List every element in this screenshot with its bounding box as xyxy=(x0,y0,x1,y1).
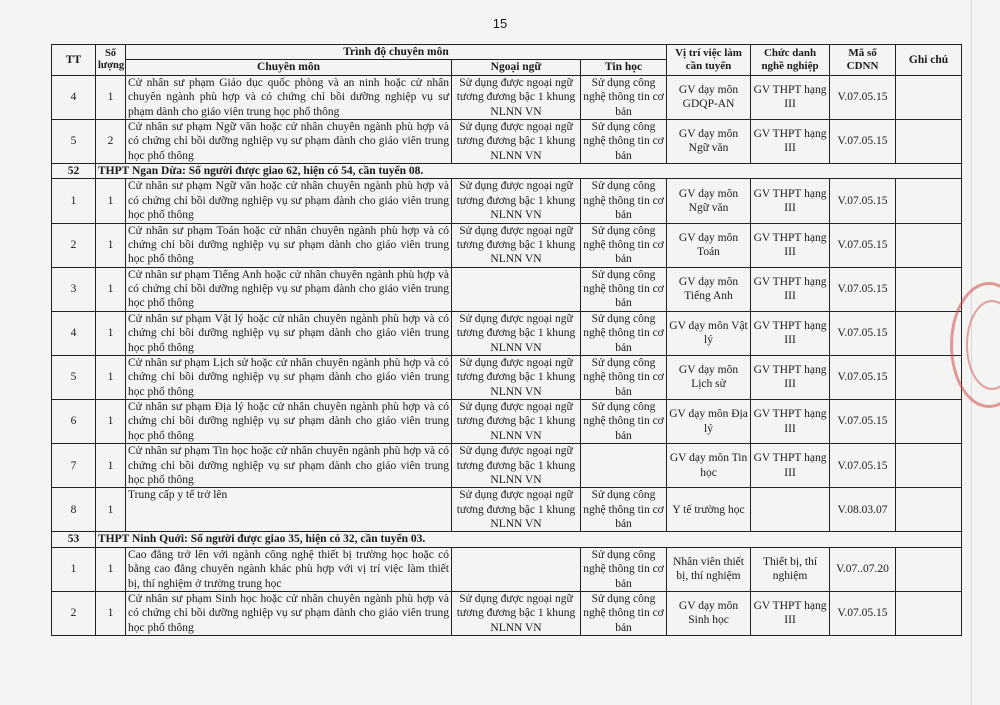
table-row xyxy=(52,179,962,223)
row-quantity: 2 xyxy=(96,119,126,163)
table-row xyxy=(52,267,962,311)
row-code: V.08.03.07 xyxy=(830,488,896,532)
row-position: GV dạy môn Ngữ văn xyxy=(667,119,751,163)
row-code: V.07.05.15 xyxy=(830,119,896,163)
row-it-skill: Sử dụng công nghệ thông tin cơ bản xyxy=(581,547,667,591)
row-job-title: GV THPT hạng III xyxy=(751,223,830,267)
row-job-title: GV THPT hạng III xyxy=(751,591,830,635)
row-job-title: GV THPT hạng III xyxy=(751,355,830,399)
row-foreign-language: Sử dụng được ngoại ngữ tương đương bậc 1 khung NLNN VN xyxy=(452,591,581,635)
row-specialty: Cao đẳng trở lên với ngành công nghệ thiết bị trường học hoặc có bằng cao đẳng chuyên ngành khác phù hợp với vị trí việc làm thiết bị, thí nghiệm ở trường trung học xyxy=(126,547,452,591)
row-note xyxy=(896,488,962,532)
row-foreign-language: Sử dụng được ngoại ngữ tương đương bậc 1 khung NLNN VN xyxy=(452,444,581,488)
page-number: 15 xyxy=(492,16,508,31)
row-specialty: Cử nhân sư phạm Địa lý hoặc cử nhân chuyên ngành phù hợp và có chứng chỉ bồi dưỡng nghiệp vụ sư phạm dành cho giáo viên trung học phổ thông xyxy=(126,400,452,444)
row-number: 4 xyxy=(52,75,96,119)
row-number: 5 xyxy=(52,119,96,163)
row-position: GV dạy môn Lịch sử xyxy=(667,355,751,399)
row-position: GV dạy môn Tin học xyxy=(667,444,751,488)
row-position: GV dạy môn Sinh học xyxy=(667,591,751,635)
row-position: GV dạy môn Tiếng Anh xyxy=(667,267,751,311)
row-note xyxy=(896,267,962,311)
row-quantity: 1 xyxy=(96,267,126,311)
table-row xyxy=(52,547,962,591)
row-position: GV dạy môn Toán xyxy=(667,223,751,267)
row-foreign-language: Sử dụng được ngoại ngữ tương đương bậc 1 khung NLNN VN xyxy=(452,400,581,444)
table-row xyxy=(52,488,962,532)
row-note xyxy=(896,591,962,635)
row-it-skill: Sử dụng công nghệ thông tin cơ bản xyxy=(581,119,667,163)
row-number: 2 xyxy=(52,591,96,635)
row-number: 1 xyxy=(52,179,96,223)
row-it-skill: Sử dụng công nghệ thông tin cơ bản xyxy=(581,311,667,355)
row-code: V.07.05.15 xyxy=(830,267,896,311)
row-note xyxy=(896,400,962,444)
row-foreign-language xyxy=(452,267,581,311)
row-note xyxy=(896,444,962,488)
row-job-title: GV THPT hạng III xyxy=(751,444,830,488)
row-job-title xyxy=(751,488,830,532)
row-it-skill: Sử dụng công nghệ thông tin cơ bản xyxy=(581,355,667,399)
row-foreign-language: Sử dụng được ngoại ngữ tương đương bậc 1 khung NLNN VN xyxy=(452,355,581,399)
row-code: V.07.05.15 xyxy=(830,311,896,355)
table-row xyxy=(52,355,962,399)
row-code: V.07..07.20 xyxy=(830,547,896,591)
row-specialty: Cử nhân sư phạm Toán hoặc cử nhân chuyên ngành phù hợp và có chứng chỉ bồi dưỡng nghiệp vụ sư phạm dành cho giáo viên trung học phổ thông xyxy=(126,223,452,267)
row-job-title: GV THPT hạng III xyxy=(751,179,830,223)
table-row xyxy=(52,119,962,163)
row-note xyxy=(896,223,962,267)
row-position: GV dạy môn Vật lý xyxy=(667,311,751,355)
row-number: 6 xyxy=(52,400,96,444)
row-code: V.07.05.15 xyxy=(830,400,896,444)
row-it-skill: Sử dụng công nghệ thông tin cơ bản xyxy=(581,591,667,635)
row-job-title: GV THPT hạng III xyxy=(751,267,830,311)
group-row xyxy=(52,164,962,179)
header-ghi-chu: Ghi chú xyxy=(896,45,962,76)
group-title: THPT Ngan Dừa: Số người được giao 62, hiện có 54, cần tuyển 08. xyxy=(96,164,962,179)
table-row xyxy=(52,591,962,635)
row-job-title: GV THPT hạng III xyxy=(751,400,830,444)
header-so-luong: Số lượng xyxy=(96,45,126,76)
row-position: GV dạy môn Địa lý xyxy=(667,400,751,444)
row-specialty: Cử nhân sư phạm Tin học hoặc cử nhân chuyên ngành phù hợp và có chứng chỉ bồi dưỡng nghiệp vụ sư phạm dành cho giáo viên trung học phổ thông xyxy=(126,444,452,488)
group-row xyxy=(52,532,962,547)
header-trinh-do: Trình độ chuyên môn xyxy=(126,45,667,60)
row-position: Nhân viên thiết bị, thí nghiệm xyxy=(667,547,751,591)
row-specialty: Cử nhân sư phạm Giáo dục quốc phòng và an ninh hoặc cử nhân chuyên ngành phù hợp và có chứng chỉ bồi dưỡng nghiệp vụ sư phạm dành cho giáo viên trung học phổ thông xyxy=(126,75,452,119)
row-it-skill: Sử dụng công nghệ thông tin cơ bản xyxy=(581,223,667,267)
table-body xyxy=(52,75,962,635)
row-job-title: GV THPT hạng III xyxy=(751,119,830,163)
row-number: 8 xyxy=(52,488,96,532)
row-foreign-language: Sử dụng được ngoại ngữ tương đương bậc 1 khung NLNN VN xyxy=(452,311,581,355)
row-note xyxy=(896,119,962,163)
row-job-title: GV THPT hạng III xyxy=(751,311,830,355)
row-specialty: Cử nhân sư phạm Tiếng Anh hoặc cử nhân chuyên ngành phù hợp và có chứng chỉ bồi dưỡng nghiệp vụ sư phạm dành cho giáo viên trung học phổ thông xyxy=(126,267,452,311)
row-foreign-language: Sử dụng được ngoại ngữ tương đương bậc 1 khung NLNN VN xyxy=(452,223,581,267)
table-row xyxy=(52,444,962,488)
row-quantity: 1 xyxy=(96,223,126,267)
row-position: GV dạy môn GDQP-AN xyxy=(667,75,751,119)
row-it-skill: Sử dụng công nghệ thông tin cơ bản xyxy=(581,75,667,119)
row-number: 7 xyxy=(52,444,96,488)
row-position: GV dạy môn Ngữ văn xyxy=(667,179,751,223)
row-quantity: 1 xyxy=(96,75,126,119)
table-row xyxy=(52,223,962,267)
row-number: 53 xyxy=(52,532,96,547)
header-tin-hoc: Tin học xyxy=(581,60,667,75)
row-it-skill xyxy=(581,444,667,488)
header-ma-so: Mã số CDNN xyxy=(830,45,896,76)
row-specialty: Cử nhân sư phạm Ngữ văn hoặc cử nhân chuyên ngành phù hợp và có chứng chỉ bồi dưỡng nghiệp vụ sư phạm dành cho giáo viên trung học phổ thông xyxy=(126,179,452,223)
row-specialty: Cử nhân sư phạm Vật lý hoặc cử nhân chuyên ngành phù hợp và có chứng chỉ bồi dưỡng nghiệp vụ sư phạm dành cho giáo viên trung học phổ thông xyxy=(126,311,452,355)
row-foreign-language xyxy=(452,547,581,591)
header-vi-tri: Vị trí việc làm cần tuyển xyxy=(667,45,751,76)
row-quantity: 1 xyxy=(96,591,126,635)
row-number: 3 xyxy=(52,267,96,311)
row-foreign-language: Sử dụng được ngoại ngữ tương đương bậc 1 khung NLNN VN xyxy=(452,75,581,119)
row-quantity: 1 xyxy=(96,311,126,355)
row-number: 1 xyxy=(52,547,96,591)
row-position: Y tế trường học xyxy=(667,488,751,532)
table-row xyxy=(52,311,962,355)
group-title: THPT Ninh Quới: Số người được giao 35, hiện có 32, cần tuyển 03. xyxy=(96,532,962,547)
row-quantity: 1 xyxy=(96,179,126,223)
row-note xyxy=(896,547,962,591)
row-number: 4 xyxy=(52,311,96,355)
row-quantity: 1 xyxy=(96,488,126,532)
row-specialty: Cử nhân sư phạm Sinh học hoặc cử nhân chuyên ngành phù hợp và có chứng chỉ bồi dưỡng nghiệp vụ sư phạm dành cho giáo viên trung học phổ thông xyxy=(126,591,452,635)
row-foreign-language: Sử dụng được ngoại ngữ tương đương bậc 1 khung NLNN VN xyxy=(452,119,581,163)
row-code: V.07.05.15 xyxy=(830,591,896,635)
header-chuyen-mon: Chuyên môn xyxy=(126,60,452,75)
recruitment-table xyxy=(51,44,962,636)
row-quantity: 1 xyxy=(96,547,126,591)
row-quantity: 1 xyxy=(96,444,126,488)
row-number: 5 xyxy=(52,355,96,399)
row-foreign-language: Sử dụng được ngoại ngữ tương đương bậc 1 khung NLNN VN xyxy=(452,179,581,223)
header-chuc-danh: Chức danh nghề nghiệp xyxy=(751,45,830,76)
row-specialty: Cử nhân sư phạm Lịch sử hoặc cử nhân chuyên ngành phù hợp và có chứng chỉ bồi dưỡng nghiệp vụ sư phạm dành cho giáo viên trung học phổ thông xyxy=(126,355,452,399)
row-note xyxy=(896,179,962,223)
row-code: V.07.05.15 xyxy=(830,223,896,267)
row-it-skill: Sử dụng công nghệ thông tin cơ bản xyxy=(581,400,667,444)
row-quantity: 1 xyxy=(96,400,126,444)
row-job-title: Thiết bị, thí nghiệm xyxy=(751,547,830,591)
row-quantity: 1 xyxy=(96,355,126,399)
row-foreign-language: Sử dụng được ngoại ngữ tương đương bậc 1 khung NLNN VN xyxy=(452,488,581,532)
row-number: 52 xyxy=(52,164,96,179)
row-code: V.07.05.15 xyxy=(830,75,896,119)
header-tt: TT xyxy=(52,45,96,76)
row-code: V.07.05.15 xyxy=(830,355,896,399)
table-row xyxy=(52,75,962,119)
row-it-skill: Sử dụng công nghệ thông tin cơ bản xyxy=(581,267,667,311)
row-note xyxy=(896,75,962,119)
header-ngoai-ngu: Ngoại ngữ xyxy=(452,60,581,75)
row-number: 2 xyxy=(52,223,96,267)
row-it-skill: Sử dụng công nghệ thông tin cơ bản xyxy=(581,488,667,532)
row-code: V.07.05.15 xyxy=(830,444,896,488)
row-specialty: Trung cấp y tế trở lên xyxy=(126,488,452,532)
table-row xyxy=(52,400,962,444)
row-it-skill: Sử dụng công nghệ thông tin cơ bản xyxy=(581,179,667,223)
row-specialty: Cử nhân sư phạm Ngữ văn hoặc cử nhân chuyên ngành phù hợp và có chứng chỉ bồi dưỡng nghiệp vụ sư phạm dành cho giáo viên trung học phổ thông xyxy=(126,119,452,163)
row-job-title: GV THPT hạng III xyxy=(751,75,830,119)
row-code: V.07.05.15 xyxy=(830,179,896,223)
